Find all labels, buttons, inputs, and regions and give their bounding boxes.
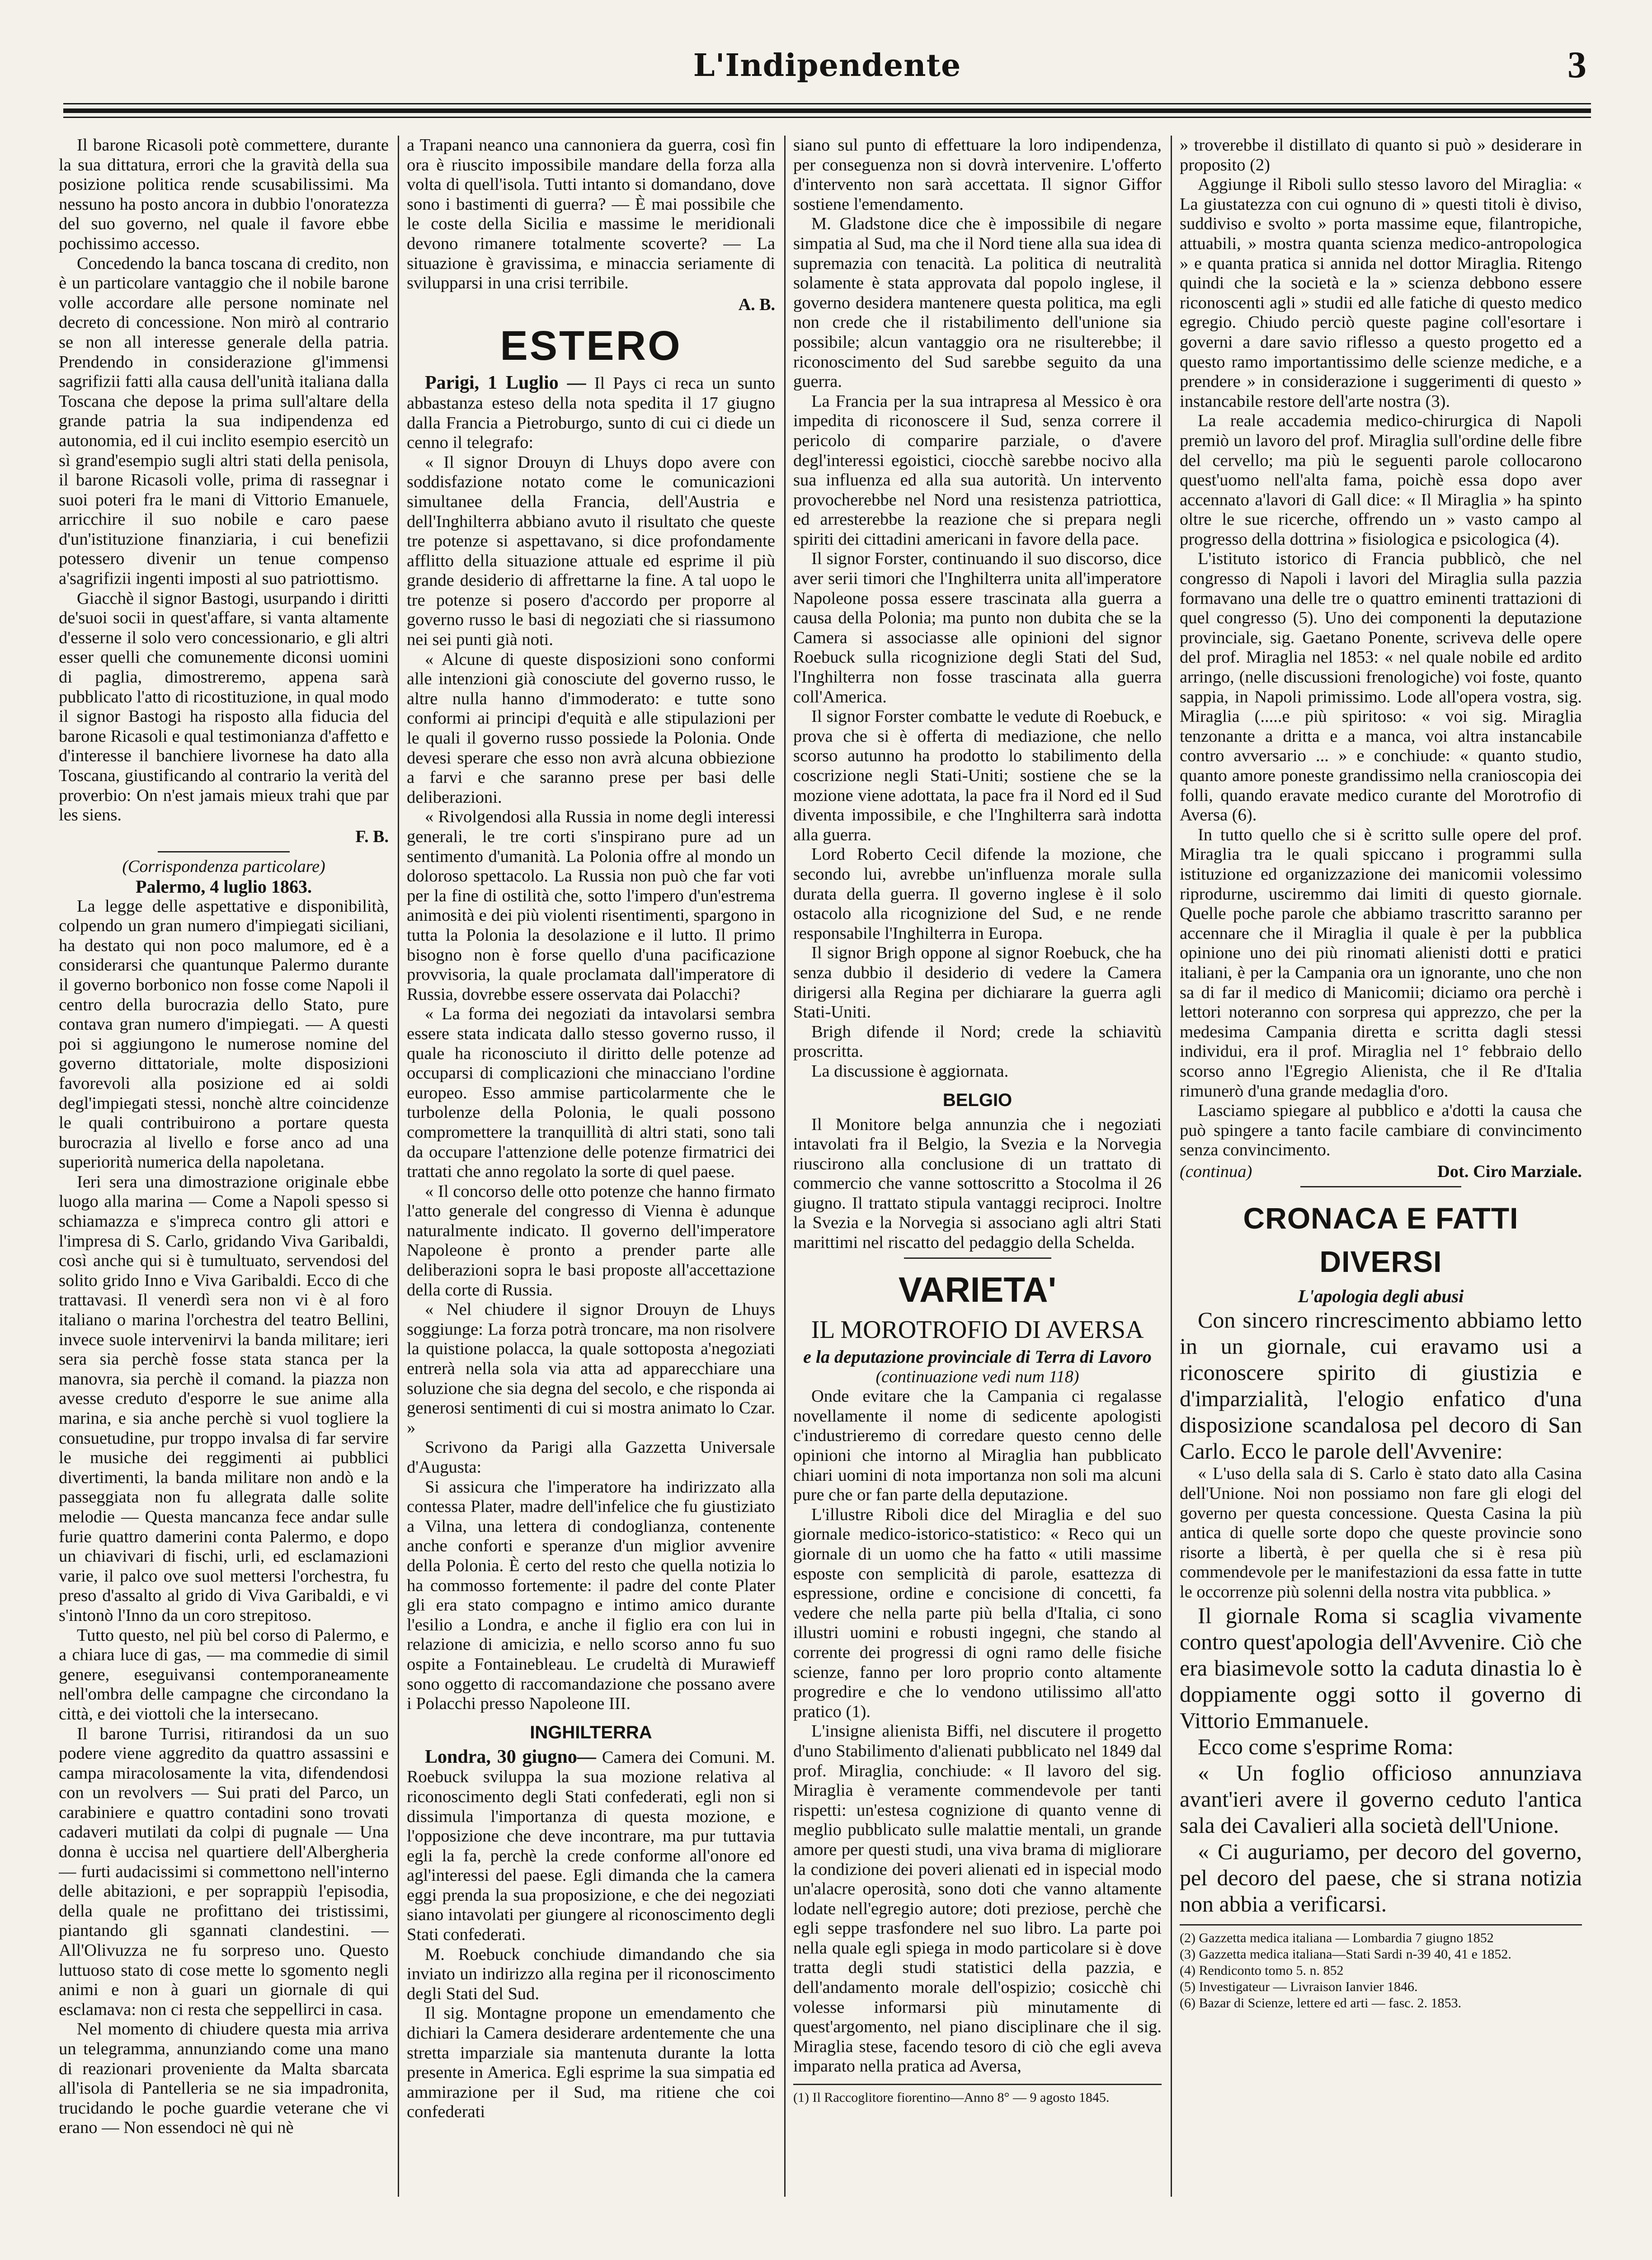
dateline: Londra, 30 giugno— [425,1746,596,1767]
paragraph: Ieri sera una dimostrazione originale ebbe luogo alla marina — Come a Napoli spesso si schiamazza e s'impreca contro gli attori e l'impresa di S. Carlo, gridando Viva Garibaldi, così anche qui si è tumultuato, servendosi del solito grido Inno e Viva Garibaldi. Ecco di che trattavasi. Il venerdì sera non vi è al foro italiano o marina l'orchestra del teatro Bellini, invece suole intervenirvi la banda militare; ieri sera sia perchè fosse stata stanca per la manovra, sia perchè il comand. la piazza non avesse creduto d'esporre le sue anime alla marina, e sia anche perchè si vuol togliere la consuetudine, pur troppo invalsa di far servire le musiche dei reggimenti ai pubblici divertimenti, la banda militare non andò e la passeggiata non fu allegrata dalle solite melodie — Questa mancanza fece andar sulle furie quattro damerini conta Palermo, e dopo un chiavivari di fischi, urli, ed esclamazioni varie, il palco ove suol mettersi l'orchestra, fu preso d'assalto al grido di Viva Garibaldi, e vi s'intonò l'Inno da un coro strepitoso. [59,1172,389,1625]
footnote: (5) Investigateur — Livraison Ianvier 1846. [1180,1979,1418,1994]
header-rule-top [63,103,1591,104]
column-1 [59,136,389,2197]
paragraph: « La forma dei negoziati da intavolarsi sembra essere stata indicata dallo stesso governo russo, il quale ha riconosciuto il diritto delle potenze ad occuparsi di complicazioni che minacciano l'ordine europeo. Esso ammise particolarmente che le turbolenze della Polonia, le quali possono compromettere la tranquillità di altri stati, sono tali da occupare l'attenzione delle potenze firmatrici dei trattati che anno regolato la sorte di quel paese. [407,1004,775,1182]
paragraph: L'illustre Riboli dice del Miraglia e del suo giornale medico-istorico-statistico: « Reco qui un giornale di un uomo che ha fatto « utili massime esposte con semplicità di parole, esattezza di espressione, ordine e concisione di concetti, fa vedere che nella parte più bella d'Italia, ci sono illustri uomini e robusti ingegni, che stando al corrente dei progressi di ogni ramo delle fisiche scienze, fanno per loro proprio conto altamente progredire e che lo vendono utilissimo all'atto pratico (1). [793,1505,1162,1721]
divider [1300,1186,1461,1187]
footnote: (1) Il Raccoglitore fiorentino—Anno 8° — 9 agosto 1845. [793,2090,1110,2105]
divider [158,851,290,852]
signature: F. B. [355,827,389,846]
paragraph: La Francia per la sua intrapresa al Messico è ora impedita di riconoscere il Sud, senza correre il pericolo di comparire parziale, o d'avere degl'interessi egoistici, ciocchè sarebbe nocivo alla sua influenza ed alla sua autorità. Un intervento provocherebbe nel Nord una resistenza patriottica, ed arresterebbe la reazione che si prepara negli spiriti dei cittadini americani in favore della pace. [793,391,1162,549]
paragraph: Il barone Ricasoli potè commettere, durante la sua dittatura, errori che la gravità della sua posizione politica rende scusabilissimi. Ma nessuno ha posto ancora in dubbio l'onoratezza del suo governo, nel quale il favore ebbe pochissimo accesso. [59,136,389,253]
header-rule-bottom [63,117,1591,118]
subsection-heading-inghilterra: INGHILTERRA [530,1722,652,1742]
signature-line [1180,1162,1582,1182]
paragraph: Giacchè il signor Bastogi, usurpando i diritti de'suoi socii in quest'affare, si vanta altamente d'esserne il solo vero concessionario, e gli altri esser quelli che comunemente diconsi uomini di paglia, dimostreremo, appena sarà pubblicato l'atto di ricostituzione, in qual modo il signor Bastogi ha risposto alla fiducia del barone Ricasoli e qual testimonianza d'affetto e d'interesse il banchiere livornese ha dato alla Toscana, giustificando al contrario la verità del proverbio: On n'est jamais mieux trahi que par les siens. [59,589,389,825]
paragraph: Scrivono da Parigi alla Gazzetta Universale d'Augusta: [407,1438,775,1477]
section-heading-cronaca: CRONACA E FATTI DIVERSI [1243,1201,1519,1279]
signature: A. B. [738,295,775,314]
paragraph: Il Monitore belga annunzia che i negoziati intavolati fra il Belgio, la Svezia e la Norvegia riuscirono alla conclusione di un trattato di commercio che vanne sottoscritto a Stocolma il 26 giugno. Il trattato stipula vantaggi reciproci. Inoltre la Svezia e la Norvegia si associano agli altri Stati marittimi nel riscatto del pedaggio della Schelda. [793,1115,1162,1252]
dateline: Palermo, 4 luglio 1863. [136,876,312,897]
signature: Dot. Ciro Marziale. [1437,1162,1582,1181]
paragraph: « Rivolgendosi alla Russia in nome degli interessi generali, le tre corti s'inspirano pure ad un sentimento d'umanità. La Polonia offre al mondo un doloroso spettacolo. La Russia non può che far voti per la fine di ostilità che, sotto l'impero d'un'estrema animosità e dei più violenti risentimenti, spargono in tutta la Polonia la desolazione e il lutto. Il primo bisogno non è forse quello d'una pacificazione provvisoria, la quale proclamata dall'imperatore di Russia, dovrebbe essere osservata dai Polacchi? [407,807,775,1004]
paragraph: Concedendo la banca toscana di credito, non è un particolare vantaggio che il nobile barone volle accordare alle persone nominate nel decreto di concessione. Non mirò al contrario se non all interesse generale della patria. Prendendo in considerazione gl'immensi sagrifizii fatti alla causa dell'unità italiana dalla Toscana che depose la prima sull'altare della grande patria la sua indipendenza ed autonomia, ed il cui inclito esempio esercitò un sì grand'esempio sugli altri stati della penisola, il barone Ricasoli volle, prima di rassegnar i suoi poteri fra le mani di Vittorio Emanuele, arricchire il suo nobile e caro paese d'un'istituzione finanziaria, i cui benefizii potessero divenir un tenue compenso a'sagrifizii ingenti imposti al suo patriottismo. [59,254,389,589]
paragraph: Ecco come s'esprime Roma: [1198,1733,1454,1759]
footnotes [793,2084,1162,2106]
paragraph: L'istituto istorico di Francia pubblicò, che nel congresso di Napoli i lavori del Miraglia sulla pazzia formavano una delle tre o quattro eminenti trattazioni di quel congresso (5). Uno dei componenti la deputazione provinciale, sig. Gaetano Ponente, scriveva delle opere del prof. Miraglia nel 1853: « nel quale nobile ed ardito arringo, (nelle discussioni frenologiche) voi foste, quanto sappia, in Napoli primissimo. Lode all'opera vostra, sig. Miraglia (.....e più spiritoso: « voi sig. Miraglia tenzonante a dritta e a manca, voi altra instancabile contro avversario ... » e conchiude: « quanto studio, quanto amore poneste grandissimo nella cranioscopia dei folli, quando eravate medico curante del Morotrofio di Aversa (6). [1180,549,1582,825]
paragraph: Nel momento di chiudere questa mia arriva un telegramma, annunziando come una mano di reazionari proveniente da Malta sbarcata all'isola di Pantelleria se ne sia impadronita, trucidando le poche guardie veterane che vi erano — Non essendoci nè qui nè [59,2020,389,2138]
paragraph: « Il signor Drouyn di Lhuys dopo avere con soddisfazione notato come le comunicazioni simultanee della Francia, dell'Austria e dell'Inghilterra abbiano avuto il risultato che queste tre potenze si aspettavano, si dice profondamente afflitto della situazione attuale ed esprime il più grande desiderio di affrettarne la fine. A tal uopo le tre potenze si posero d'accordo per proporre al governo russo le basi di negoziati che si riassumono nei sei punti già noti. [407,452,775,650]
section-heading-varieta: VARIETA' [898,1269,1057,1309]
paragraph: Il barone Turrisi, ritirandosi da un suo podere viene aggredito da quattro assassini e campa miracolosamente la vita, difendendosi con un revolvers — Sui prati del Parco, un carabiniere e quattro contadini sono trovati cadaveri mutilati da colpi di pugnale — Una donna è uccisa nel quartiere dell'Albergheria — furti audacissimi si commettono nell'interno delle abitazioni, e per soprappiù l'episodia, della quale ne profittano dei tristissimi, piantando gli sgannati clandestini. — All'Olivuzza ne fu sorpreso uno. Questo luttuoso stato di cose mette lo sgomento negli animi e non à guari un giornale di qui esclamava: non ci resta che seppellirci in casa. [59,1724,389,2019]
paragraph: Il Pays ci reca un sunto abbastanza esteso della nota spedita il 17 giugno dalla Francia a Pietroburgo, sunto di cui ci diede un cenno il telegrafo: [407,374,775,452]
paragraph: Aggiunge il Riboli sullo stesso lavoro del Miraglia: « La giustatezza con cui ognuno di » questi titoli è diviso, suddiviso e svolto » porta massime eque, filantropiche, attuabili, » mostra quanta scienza medico-antropologica » e quanta pratica si annida nel dottor Miraglia. Ritengo quindi che la società e la » scienza debbono essere riconoscenti agli » studii ed alle fatiche di questo medico egregio. Chiudo perciò queste pagine coll'esortare i governi a dare savio riflesso a questo progetto ed a questo ramo importantissimo delle scienze mediche, e a prendere » in considerazione i suggerimenti di questo » instancabile restore dell'arte nostra (3). [1180,175,1582,411]
footnote: (3) Gazzetta medica italiana—Stati Sardi n-39 40, 41 e 1852. [1180,1946,1511,1962]
article-title: IL MOROTROFIO DI AVERSA [811,1315,1144,1344]
page-number: 3 [1567,44,1586,86]
paragraph: La discussione è aggiornata. [811,1061,1009,1081]
paragraph: Con sincero rincrescimento abbiamo letto in un giornale, cui eravamo usi a riconoscere spirito di giustizia e d'imparzialità, l'elogio enfatico d'una disposizione scandalosa pel decoro di San Carlo. Ecco le parole dell'Avvenire: [1180,1307,1582,1464]
paragraph: « L'uso della sala di S. Carlo è stato dato alla Casina dell'Unione. Noi non possiamo non fare gli elogi del governo per questa concessione. Questa Casina la più antica di quelle sorte dopo che queste provincie sono risorte a libertà, è per quella che si è resa più commendevole per le manifestazioni da essa fatte in tutte le occorrenze più solenni della nostra vita pubblica. » [1180,1464,1582,1602]
footnotes [1180,1924,1582,2011]
article-subtitle: e la deputazione provinciale di Terra di Lavoro [803,1346,1152,1367]
correspondence-label: (Corrispondenza particolare) [122,857,325,876]
paragraph: Si assicura che l'imperatore ha indirizzato alla contessa Plater, madre dell'infelice che fu giustiziato a Vilna, una lettera di condoglianza, contenente anche conforti e speranze d'un miglior avvenire della Polonia. È certo del resto che quella notizia lo ha commosso fortemente: il padre del conte Plater gli era stato compagno e intimo amico durante l'esilio a Londra, e anche il figlio era con lui in relazione di amicizia, e nello scorso anno fu suo ospite a Fontainebleau. Le crudeltà di Murawieff sono oggetto di raccomandazione che possano avere i Polacchi presso Napoleone III. [407,1477,775,1714]
paragraph: » troverebbe il distillato di quanto si può » desiderare in proposito (2) [1180,136,1582,174]
article-subtitle: L'apologia degli abusi [1298,1286,1464,1307]
paragraph: Il signor Forster, continuando il suo discorso, dice aver serii timori che l'Inghilterra unita all'imperatore Napoleone possa essere trascinata alla guerra a causa della Polonia; ma punto non dubita che se la Camera si associasse alle opinioni del signor Roebuck sulla ricognizione degli Stati del Sud, l'Inghilterra non fosse trascinata alla guerra coll'America. [793,549,1162,706]
footnote: (4) Rendiconto tomo 5. n. 852 [1180,1963,1344,1978]
paragraph: Il signor Brigh oppone al signor Roebuck, che ha senza dubbio il desiderio di vedere la Camera dirigersi alla Regina per dichiarare la guerra agli Stati-Uniti. [793,943,1162,1022]
footnote: (6) Bazar di Scienze, lettere ed arti — fasc. 2. 1853. [1180,1995,1462,2010]
footnote: (2) Gazzetta medica italiana — Lombardia 7 giugno 1852 [1180,1930,1494,1945]
paragraph: La reale accademia medico-chirurgica di Napoli premiò un lavoro del prof. Miraglia sull'ordine delle fibre del cervello; ma più le seguenti parole collocarono quest'uomo nell'alta fama, poichè essa dopo aver accennato a'lavori di Gall dice: « Il Miraglia » ha spinto oltre le sue ricerche, offrendo un » vasto campo al progresso della dottrina » fisiologica e psicologica (4). [1180,411,1582,549]
paragraph: Il sig. Montagne propone un emendamento che dichiari la Camera desiderare ardentemente che una stretta imparziale sia mantenuta durante la lotta presente in America. Egli esprime la sua simpatia ed ammirazione per il Sud, ma ritiene che coi confederati [407,2004,775,2122]
paragraph: « Alcune di queste disposizioni sono conformi alle intenzioni già conosciute del governo russo, le altre nulla hanno d'immoderato: e tutte sono conformi ai principi d'equità e alle stipulazioni per le quali il governo russo possiede la Polonia. Onde devesi sperare che esso non avrà alcuna obbiezione a farvi e che saranno prese per basi delle deliberazioni. [407,650,775,807]
paragraph: « Nel chiudere il signor Drouyn de Lhuys soggiunge: La forza potrà troncare, ma non risolvere la quistione polacca, la quale sottoposta a'negoziati entrerà nella sola via atta ad apparecchiare una soluzione che sia degna del secolo, e che risponda ai generosi sentimenti di cui si mostra animato lo Czar. » [407,1300,775,1437]
column-3 [793,136,1162,2197]
paragraph: Il signor Forster combatte le vedute di Roebuck, e prova che si è offerta di mediazione, che nello scorso autunno ha prodotto lo stabilimento della coscrizione negli Stati-Uniti; sostiene che se la mozione viene adottata, la pace fra il Nord ed il Sud diventa impossibile, e che l'Inghilterra sarà indotta alla guerra. [793,707,1162,844]
subsection-heading-belgio: BELGIO [942,1090,1012,1110]
paragraph: Il giornale Roma si scaglia vivamente contro quest'apologia dell'Avvenire. Ciò che era biasimevole sotto la caduta dinastia lo è doppiamente oggi sotto il governo di Vittorio Emmanuele. [1180,1602,1582,1733]
column-rule [398,136,399,2197]
masthead [68,43,1586,97]
paragraph: In tutto quello che si è scritto sulle opere del prof. Miraglia tra le quali spiccano i programmi sulla istituzione ed organizzazione dei manicomii volessimo riprodurne, usciremmo dai limiti di questo giornale. Quelle poche parole che abbiamo trascritto saranno per accennare che il Miraglia il quale è per la pubblica opinione uno dei più rinomati alienisti dotti e pratici italiani, è per la Campania ora un ignorante, uno che non sa di far il medico di Manicomii; diciamo ora perchè i lettori noteranno con sorpresa qui apprezzo, che per la medesima Campania diretta e scritta dagli stessi individui, era il prof. Miraglia nel 1° febbraio dello scorso anno l'Egregio Alienista, che il Re d'Italia rimunerò d'una grande medaglia d'oro. [1180,825,1582,1101]
column-2 [407,136,775,2197]
paragraph: « Un foglio officioso annunziava avant'ieri avere il governo ceduto l'antica sala dei Cavalieri alla società dell'Unione. [1180,1760,1582,1838]
paragraph: siano sul punto di effettuare la loro indipendenza, per conseguenza non si dovrà intervenire. L'offerto d'intervento non sarà accettata. Il signor Giffor sostiene l'emendamento. [793,136,1162,214]
paragraph: Onde evitare che la Campania ci regalasse novellamente il nome di sedicente apologisti c'industrieremo di corredare questo cenno delle opinioni che intorno al Miraglia han pubblicato chiari uomini di nota importanza non soli ma alcuni pure che or fan parte della deputazione. [793,1387,1162,1505]
section-heading-estero: ESTERO [500,323,682,369]
paragraph: Lord Roberto Cecil difende la mozione, che secondo lui, avrebbe un'influenza morale sulla durata della guerra. Il governo inglese è il solo ostacolo alla ricognizione del Sud, e ne rende responsabile l'Inghilterra in Europa. [793,845,1162,943]
paragraph: « Ci auguriamo, per decoro del governo, pel decoro del paese, che si strana notizia non abbia a verificarsi. [1180,1838,1582,1916]
paragraph: M. Gladstone dice che è impossibile di negare simpatia al Sud, ma che il Nord tiene alla sua idea di supremazia con tenacità. La politica di neutralità solamente è stata approvata dal popolo inglese, il governo desidera mantenere questa politica, ma egli non crede che il ristabilimento dell'unione sia possibile; alcun vantaggio ora ne risulterebbe; il riconoscimento del Sud sarebbe seguito da una guerra. [793,214,1162,391]
paragraph: L'insigne alienista Biffi, nel discutere il progetto d'uno Stabilimento d'alienati pubblicato nel 1849 dal prof. Miraglia, conchiude: « Il lavoro del sig. Miraglia è veramente commendevole per tanti rispetti: un'estesa cognizione di quanto venne di meglio pubblicato sulle malattie mentali, un grande amore per questi studi, una viva brama di migliorare la condizione dei poveri alienati ed in ispecial modo un'alacre operosità, sono doti che vanno altamente lodate nell'egregio autore; doti preziose, perchè che egli seppe trasfondere nel suo libro. La parte poi nella quale egli spiega in modo particolare si è dove tratta degli studi statistici della pazzia, e dell'andamento morale dell'ospizio; cosicchè chi volesse informarsi più minutamente di quest'argomento, nel piano disciplinare che il sig. Miraglia stese, facendo tesoro di ciò che egli aveva imparato nella pratica ad Aversa, [793,1722,1162,2076]
column-rule [784,136,786,2197]
divider [904,1257,1051,1259]
paragraph: Brigh difende il Nord; crede la schiavitù proscritta. [793,1022,1162,1061]
paragraph: Camera dei Comuni. M. Roebuck sviluppa la sua mozione relativa al riconoscimento degli Stati confederati, egli non si dissimula l'importanza di questa mozione, e l'opposizione che deve incontrare, ma pur tuttavia egli la fa, perchè la crede conforme all'onore ed agl'interessi del paese. Egli dimanda che la camera eggi prenda la sua proposizione, e che dei negoziati siano intavolati per giungere al riconoscimento degli Stati confederati. [407,1747,775,1945]
dateline: Parigi, 1 Luglio — [425,372,586,394]
paragraph: Lasciamo spiegare al pubblico e a'dotti la causa che può spingere a tanto facile cambiare di convincimento senza convincimento. [1180,1101,1582,1160]
continua-label: (continua) [1180,1162,1252,1181]
newspaper-title: L'Indipendente [693,47,961,84]
paragraph: M. Roebuck conchiude dimandando che sia inviato un indirizzo alla regina per il riconoscimento degli Stati del Sud. [407,1945,775,2003]
paragraph: La legge delle aspettative e disponibilità, colpendo un gran numero d'impiegati siciliani, ha destato qui non poco malumore, ed è a considerarsi che quantunque Palermo durante il governo borbonico non fosse come Napoli il centro della burocrazia dello Stato, pure contava gran numero d'impiegati. — A questi poi si aggiungono le numerose nomine del governo dittatoriale, molte disposizioni favorevoli alla posizione ed ai soldi degl'impiegati stessi, nonchè altre coincidenze le quali contribuirono a portare questa burocrazia al livello e forse anco ad una superiorità numerica della napoletana. [59,896,389,1172]
paragraph: a Trapani neanco una cannoniera da guerra, così fin ora è riuscito impossibile mandare della forza alla volta di quell'isola. Tutti intanto si domandano, dove sono i bastimenti di guerra? — È mai possibile che le coste della Sicilia e massime le meridionali devono rimanere totalmente scoverte? — La situazione è gravissima, e minaccia seriamente di svilupparsi in una crisi terribile. [407,136,775,293]
column-4 [1180,136,1582,2197]
header-rule-thick [63,108,1591,113]
article-continuation: (continuazione vedi num 118) [875,1367,1079,1386]
paragraph: Tutto questo, nel più bel corso di Palermo, e a chiara luce di gas, — ma commedie di simil genere, eseguivansi contemporaneamente nell'ombra delle campagne che circondano la città, e dei viottoli che la intersecano. [59,1625,389,1723]
paragraph: « Il concorso delle otto potenze che hanno firmato l'atto generale del congresso di Vienna è adunque naturalmente indicato. Il governo dell'imperatore Napoleone è pronto a prender parte alle deliberazioni sopra le basi proposte all'accettazione della corte di Russia. [407,1182,775,1300]
column-rule [1171,136,1172,2197]
